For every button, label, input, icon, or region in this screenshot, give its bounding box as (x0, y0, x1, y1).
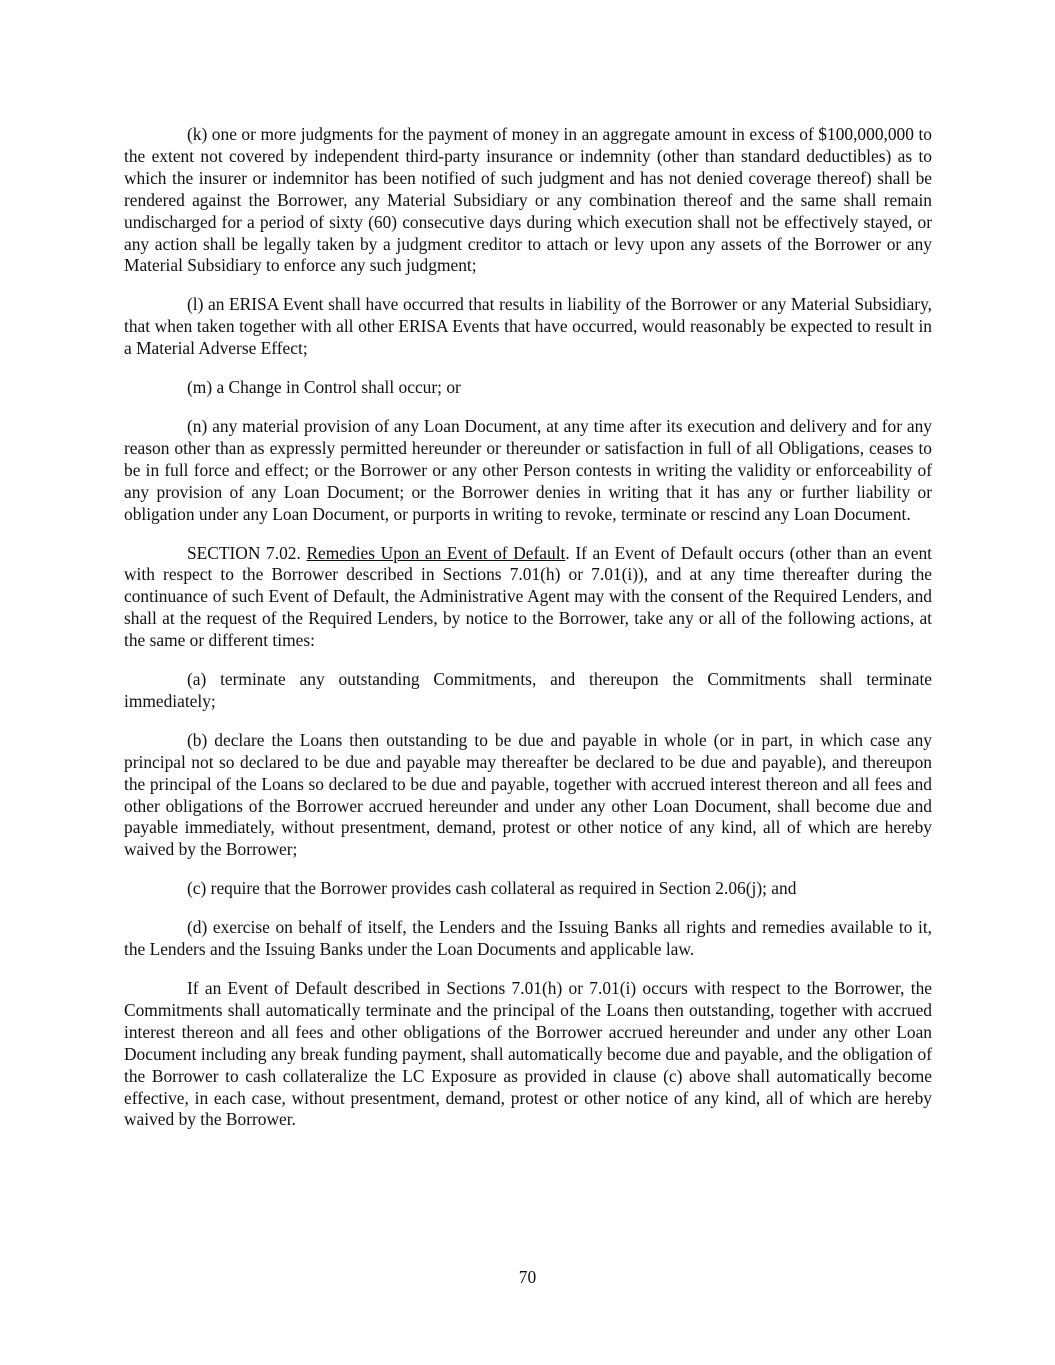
clause-n: (n) any material provision of any Loan Document, at any time after its execution and delivery and for any reason other than as expressly permitted hereunder or thereunder or satisfaction in full of all Obligations, ceases to be in full force and effect; or the Borrower or any other Person contests in writing the validity or enforceability of any provision of any Loan Document; or the Borrower denies in writing that it has any or further liability or obligation under any Loan Document, or purports in writing to revoke, terminate or rescind any Loan Document. (124, 415, 932, 524)
clause-l: (l) an ERISA Event shall have occurred that results in liability of the Borrower or any Material Subsidiary, that when taken together with all other ERISA Events that have occurred, would reasonably be expected to result in a Material Adverse Effect; (124, 294, 932, 359)
section-body: . If an Event of Default occurs (other than an event with respect to the Borrower described in Sections 7.01(h) or 7.01(i)), and at any time thereafter during the continuance of such Event of Default, the Administrative Agent may with the consent of the Required Lenders, and shall at the request of the Required Lenders, by notice to the Borrower, take any or all of the following actions, at the same or different times: (124, 542, 932, 651)
clause-d: (d) exercise on behalf of itself, the Lenders and the Issuing Banks all rights and remedies available to it, the Lenders and the Issuing Banks under the Loan Documents and applicable law. (124, 917, 932, 960)
clause-a: (a) terminate any outstanding Commitments, and thereupon the Commitments shall terminate immediately; (124, 669, 932, 711)
final-paragraph: If an Event of Default described in Sections 7.01(h) or 7.01(i) occurs with respect to the Borrower, the Commitments shall automatically terminate and the principal of the Loans then outstanding, together with accrued interest thereon and all fees and other obligations of the Borrower accrued hereunder and under any other Loan Document including any break funding payment, shall automatically become due and payable, and the obligation of the Borrower to cash collateralize the LC Exposure as provided in clause (c) above shall automatically become effective, in each case, without presentment, demand, protest or other notice of any kind, all of which are hereby waived by the Borrower. (124, 978, 932, 1130)
clause-b: (b) declare the Loans then outstanding to be due and payable in whole (or in part, in which case any principal not so declared to be due and payable may thereafter be declared to be due and payable), and thereupon the principal of the Loans so declared to be due and payable, together with accrued interest thereon and all fees and other obligations of the Borrower accrued hereunder and under any other Loan Document, shall become due and payable immediately, without presentment, demand, protest or other notice of any kind, all of which are hereby waived by the Borrower; (124, 729, 932, 860)
document-body (124, 124, 932, 1148)
clause-c: (c) require that the Borrower provides cash collateral as required in Section 2.06(j); and (187, 878, 797, 899)
clause-m: (m) a Change in Control shall occur; or (187, 377, 461, 398)
section-number: SECTION 7.02. (187, 542, 301, 563)
clause-k: (k) one or more judgments for the payment of money in an aggregate amount in excess of $100,000,000 to the extent not covered by independent third-party insurance or indemnity (other than standard deductibles) as to which the insurer or indemnitor has been notified of such judgment and has not denied coverage thereof) shall be rendered against the Borrower, any Material Subsidiary or any combination thereof and the same shall remain undischarged for a period of sixty (60) consecutive days during which execution shall not be effectively stayed, or any action shall be legally taken by a judgment creditor to attach or levy upon any assets of the Borrower or any Material Subsidiary to enforce any such judgment; (124, 124, 932, 276)
page-number: 70 (518, 1267, 537, 1287)
section-title: Remedies Upon an Event of Default (306, 542, 566, 563)
section-7-02 (124, 543, 932, 653)
